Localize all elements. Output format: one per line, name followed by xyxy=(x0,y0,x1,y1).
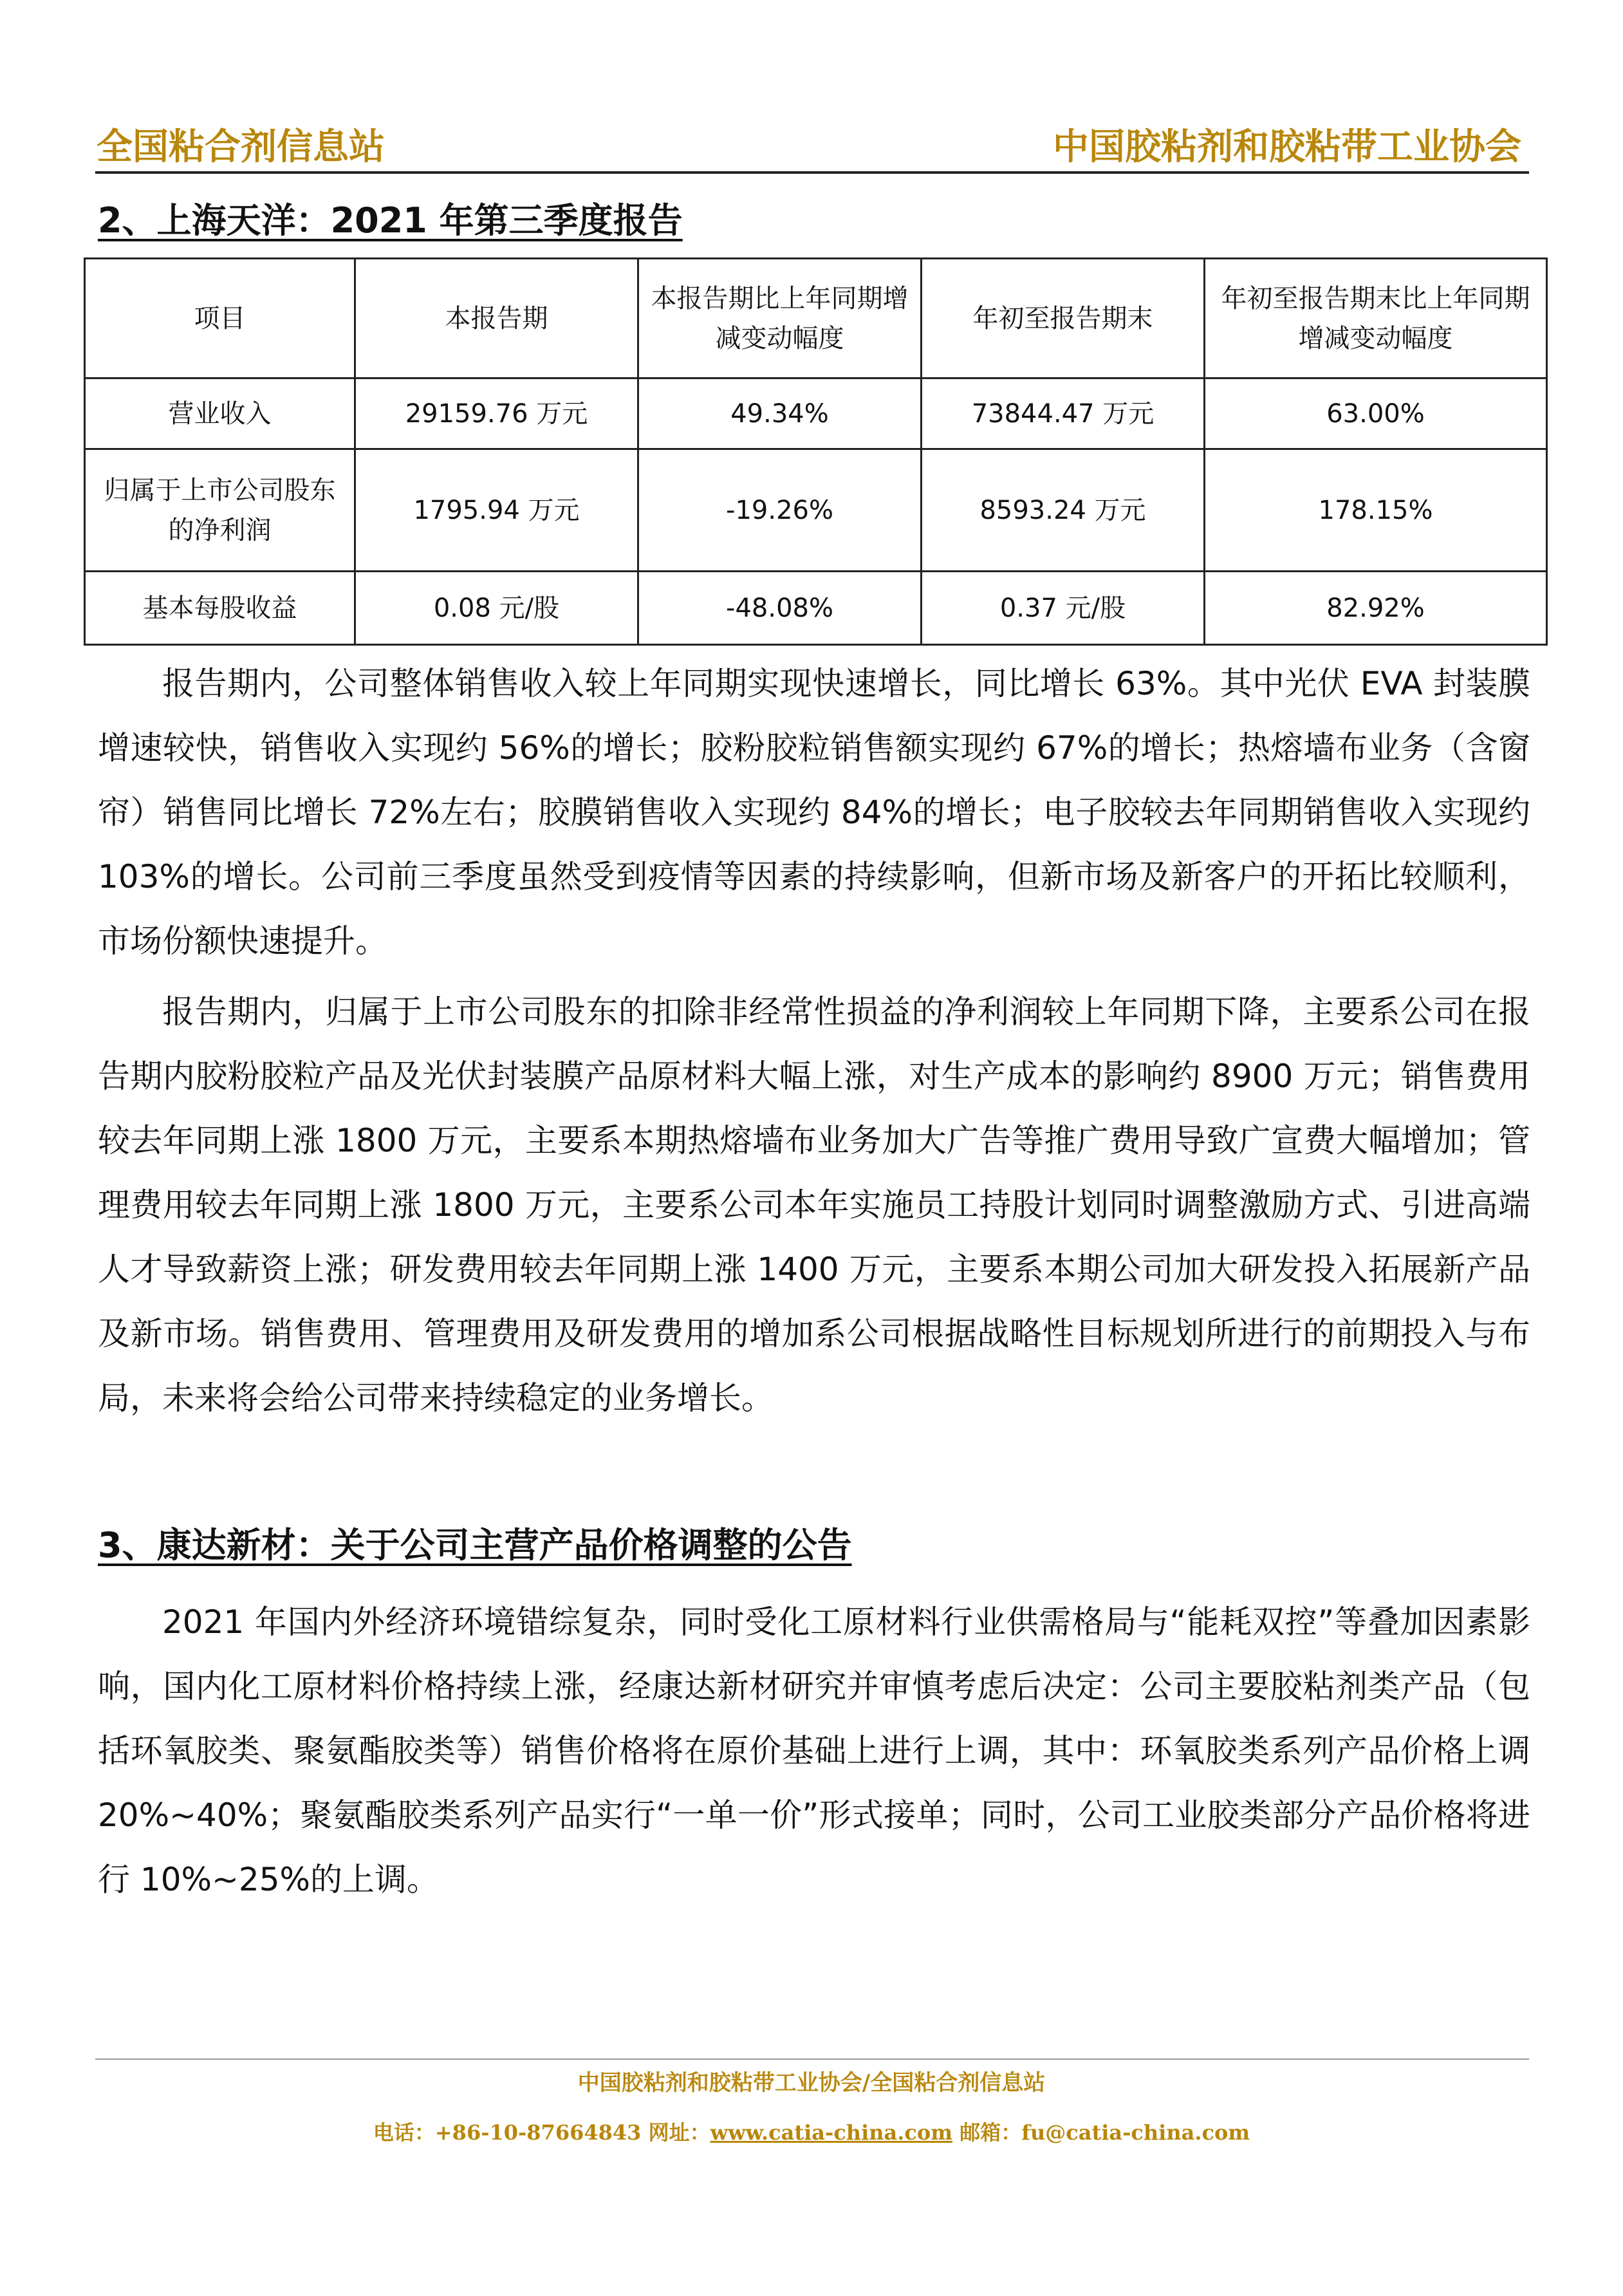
section-2-paragraph-2: 报告期内，归属于上市公司股东的扣除非经常性损益的净利润较上年同期下降，主要系公司在报告期内胶粉胶粒产品及光伏封装膜产品原材料大幅上涨，对生产成本的影响约 8900 万元；销售费用较去年同期上涨 1800 万元，主要系本期热熔墙布业务加大广告等推广费用导致广宣费大幅增加；管理费用较去年同期上涨 1800 万元，主要系公司本年实施员工持股计划同时调整激励方式、引进高端人才导致薪资上涨；研发费用较去年同期上涨 1400 万元，主要系本期公司加大研发投入拓展新产品及新市场。销售费用、管理费用及研发费用的增加系公司根据战略性目标规划所进行的前期投入与布局，未来将会给公司带来持续稳定的业务增长。 xyxy=(98,993,1530,1417)
table-row xyxy=(85,378,1547,449)
table-cell: 营业收入 xyxy=(85,378,355,449)
section-2-paragraph-1: 报告期内，公司整体销售收入较上年同期实现快速增长，同比增长 63%。其中光伏 EVA 封装膜增速较快，销售收入实现约 56%的增长；胶粉胶粒销售额实现约 67%的增长；热熔墙布业务（含窗帘）销售同比增长 72%左右；胶膜销售收入实现约 84%的增长；电子胶较去年同期销售收入实现约 103%的增长。公司前三季度虽然受到疫情等因素的持续影响，但新市场及新客户的开拓比较顺利，市场份额快速提升。 xyxy=(98,665,1530,960)
footer-phone-label: 电话： xyxy=(373,2120,435,2145)
footer-website-label: 网址： xyxy=(641,2120,710,2145)
table-cell: 82.92% xyxy=(1205,572,1547,645)
footer-email: fu@catia-china.com xyxy=(1021,2120,1250,2145)
table-cell: 178.15% xyxy=(1205,449,1547,572)
table-header-cell: 本报告期 xyxy=(355,259,638,378)
table-cell: -19.26% xyxy=(638,449,922,572)
table-cell: 0.37 元/股 xyxy=(922,572,1205,645)
table-header-row xyxy=(85,259,1547,378)
table-header-cell: 年初至报告期末 xyxy=(922,259,1205,378)
table-row xyxy=(85,572,1547,645)
table-header-cell: 本报告期比上年同期增减变动幅度 xyxy=(638,259,922,378)
table-cell: 49.34% xyxy=(638,378,922,449)
footer-contact xyxy=(0,2116,1623,2146)
table-cell: 29159.76 万元 xyxy=(355,378,638,449)
footer-phone: +86-10-87664843 xyxy=(434,2120,642,2145)
section-3-title: 3、康达新材：关于公司主营产品价格调整的公告 xyxy=(98,1525,852,1565)
section-2-title: 2、上海天洋：2021 年第三季度报告 xyxy=(98,200,683,241)
section-3-paragraph: 2021 年国内外经济环境错综复杂，同时受化工原材料行业供需格局与“能耗双控”等叠加因素影响，国内化工原材料价格持续上涨，经康达新材研究并审慎考虑后决定：公司主要胶粘剂类产品（包括环氧胶类、聚氨酯胶类等）销售价格将在原价基础上进行上调，其中：环氧胶类系列产品价格上调 20%~40%；聚氨酯胶类系列产品实行“一单一价”形式接单；同时，公司工业胶类部分产品价格将进行 10%~25%的上调。 xyxy=(98,1603,1530,1898)
footer-website-link[interactable]: www.catia-china.com xyxy=(710,2120,953,2145)
table-cell: 0.08 元/股 xyxy=(355,572,638,645)
footer-divider xyxy=(95,2058,1529,2060)
table-cell: 1795.94 万元 xyxy=(355,449,638,572)
table-header-cell: 项目 xyxy=(85,259,355,378)
table-cell: 8593.24 万元 xyxy=(922,449,1205,572)
table-cell: 73844.47 万元 xyxy=(922,378,1205,449)
page-header xyxy=(95,109,1529,174)
footer-organization: 中国胶粘剂和胶粘带工业协会/全国粘合剂信息站 xyxy=(577,2070,1046,2096)
table-cell: 归属于上市公司股东的净利润 xyxy=(85,449,355,572)
financial-table xyxy=(84,257,1548,646)
table-cell: 基本每股收益 xyxy=(85,572,355,645)
table-cell: -48.08% xyxy=(638,572,922,645)
table-header-cell: 年初至报告期末比上年同期增减变动幅度 xyxy=(1205,259,1547,378)
footer-email-label: 邮箱： xyxy=(952,2120,1022,2145)
header-association-name: 中国胶粘剂和胶粘带工业协会 xyxy=(1053,126,1521,168)
table-cell: 63.00% xyxy=(1205,378,1547,449)
header-site-name: 全国粘合剂信息站 xyxy=(97,126,385,168)
table-row xyxy=(85,449,1547,572)
